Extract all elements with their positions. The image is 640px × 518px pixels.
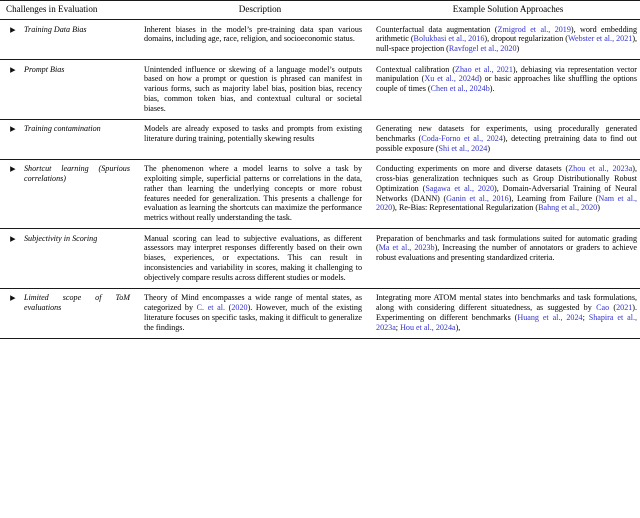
solution-approaches [376,60,640,120]
citation-link[interactable]: 2020 [231,303,248,313]
solution-text: Preparation of benchmarks and task formulations suited for automatic grading ( [376,233,638,253]
solution-text: Contextual calibration ( [376,64,456,74]
solution-text: ), null-space projection ( [376,34,638,54]
solution-approaches [376,119,640,159]
solution-text: ), Increasing the number of annotators or graders to achieve robust evaluations and presenting standardized criteria. [376,243,638,263]
table-row [0,159,640,228]
table-row [0,119,640,159]
table-header [0,1,640,20]
solution-text: ) [487,143,491,153]
citation-link[interactable]: Sagawa et al., 2020 [425,183,495,193]
citation-link[interactable]: Bolukbasi et al., 2016 [413,34,485,44]
citation-link[interactable]: Shi et al., 2024 [438,143,488,153]
solution-approaches [376,229,640,289]
solution-text: ; [395,322,401,332]
triangle-right-icon: ▶ [10,24,16,34]
solution-text: ), dropout regularization ( [484,34,568,44]
row-bullet-triangle-icon [0,229,24,289]
description-text: ). However, much of the existing literature focuses on specific tasks, making it difficult to generalize the findings. [144,303,363,332]
citation-link[interactable]: Xu et al., 2024d [424,74,480,84]
challenge-label: Prompt Bias [24,60,144,120]
triangle-right-icon: ▶ [10,233,16,243]
citation-link[interactable]: Huang et al., 2024 [517,312,583,322]
row-bullet-triangle-icon [0,159,24,228]
solution-text: ). [489,84,495,94]
citation-link[interactable]: Ganin et al., 2016 [446,193,509,203]
table-row [0,288,640,338]
solution-text: Counterfactual data augmentation ( [376,24,498,34]
column-header-challenge: Challenges in Evaluation [0,1,144,20]
challenge-label: Training contamination [24,119,144,159]
citation-link[interactable]: Hou et al., 2024a [400,322,456,332]
citation-link[interactable]: Zhou et al., 2023a [568,164,633,174]
solution-approaches [376,288,640,338]
solution-text: ), Re-Bias: Representational Regularization ( [392,203,539,213]
row-bullet-triangle-icon [0,119,24,159]
table-body [0,20,640,339]
table-header-row [0,1,640,20]
description-text: Theory of Mind encompasses a wide range of mental states, as categorized by [144,293,363,313]
solution-text: ), Domain-Adversarial Training of Neural Networks (DANN) ( [376,183,638,203]
citation-link[interactable]: Webster et al., 2021 [568,34,633,44]
citation-link[interactable]: Chen et al., 2024b [430,84,490,94]
citation-link[interactable]: C. et al. [196,303,226,313]
triangle-right-icon: ▶ [10,293,16,303]
solution-text: ), [455,322,461,332]
solution-text: Conducting experiments on more and diverse datasets ( [376,164,569,174]
solution-text: ( [609,303,617,313]
table-row [0,229,640,289]
citation-link[interactable]: Cao [596,303,610,313]
challenge-label: Limited scope of ToM evaluations [24,288,144,338]
solution-approaches [376,159,640,228]
challenge-label: Subjectivity in Scoring [24,229,144,289]
row-bullet-triangle-icon [0,60,24,120]
citation-link[interactable]: Ma et al., 2023b [378,243,435,253]
column-header-solution: Example Solution Approaches [376,1,640,20]
challenge-description: Inherent biases in the model’s pre-training data span various domains, including age, race, religion, and socioeconomic status. [144,20,376,60]
challenge-description: The phenomenon where a model learns to solve a task by exploiting simple, superficial patterns or correlations in the data, rather than learning the underlying concepts or more robust features needed for generalization. This presents a challenge for evaluation as learning the shortcuts can maximize the performance metrics without really understanding the task. [144,159,376,228]
description-text: ( [225,303,232,313]
solution-text: ), word embedding arithmetic ( [376,24,637,44]
row-bullet-triangle-icon [0,288,24,338]
citation-link[interactable]: Bahng et al., 2020 [538,203,598,213]
solution-text: ) [597,203,600,213]
solution-text: ). Experimenting on different benchmarks ( [376,303,638,322]
table-row [0,60,640,120]
citation-link[interactable]: Zhao et al., 2021 [455,64,513,74]
solution-text: ; [582,312,589,322]
triangle-right-icon: ▶ [10,124,16,134]
challenge-description: Models are already exposed to tasks and prompts from existing literature during training, potentially skewing results [144,119,376,159]
solution-text: Integrating more ATOM mental states into benchmarks and task formulations, along with considering different situatedness, as suggested by [376,293,638,313]
challenge-label: Training Data Bias [24,20,144,60]
solution-text: ), detecting pretraining data to find out possible exposure ( [376,134,637,153]
citation-link[interactable]: Nam et al., 2020 [376,193,638,213]
challenge-label: Shortcut learning (Spurious correlations) [24,159,144,228]
solution-text: ), Learning from Failure ( [508,193,599,203]
solution-text: ) or basic approaches like shuffling the options couple of times ( [376,74,637,94]
solution-text: ) [516,44,520,54]
solution-approaches [376,20,640,60]
citation-link[interactable]: 2021 [616,303,633,313]
challenge-description: Unintended influence or skewing of a language model’s outputs based on how a prompt or question is phrased can manifest in various forms, such as majority label bias, position bias, recency bias, common token bias, and contextual cultural or societal biases. [144,60,376,120]
column-header-description: Description [144,1,376,20]
citation-link[interactable]: Ravfogel et al., 2020 [448,44,517,54]
solution-text: Generating new datasets for experiments, using procedurally generated benchmarks ( [376,124,638,143]
solution-text: ), cross-bias generalization techniques such as Group Distributionally Robust Optimization ( [376,164,638,193]
triangle-right-icon: ▶ [10,164,16,174]
table-row [0,20,640,60]
row-bullet-triangle-icon [0,20,24,60]
citation-link[interactable]: Shapira et al., 2023a [376,312,637,332]
solution-text: ), debiasing via representation vector manipulation ( [376,64,638,84]
challenge-description: Manual scoring can lead to subjective evaluations, as different assessors may interpret responses differently based on their own biases, experiences, or expectations. This can result in inconsistencies and variability in scores, making it challenging to objectively compare results across different studies or models. [144,229,376,289]
citation-link[interactable]: Zmigrod et al., 2019 [497,24,571,34]
citation-link[interactable]: Coda-Forno et al., 2024 [421,134,503,143]
triangle-right-icon: ▶ [10,64,16,74]
challenge-description [144,288,376,338]
